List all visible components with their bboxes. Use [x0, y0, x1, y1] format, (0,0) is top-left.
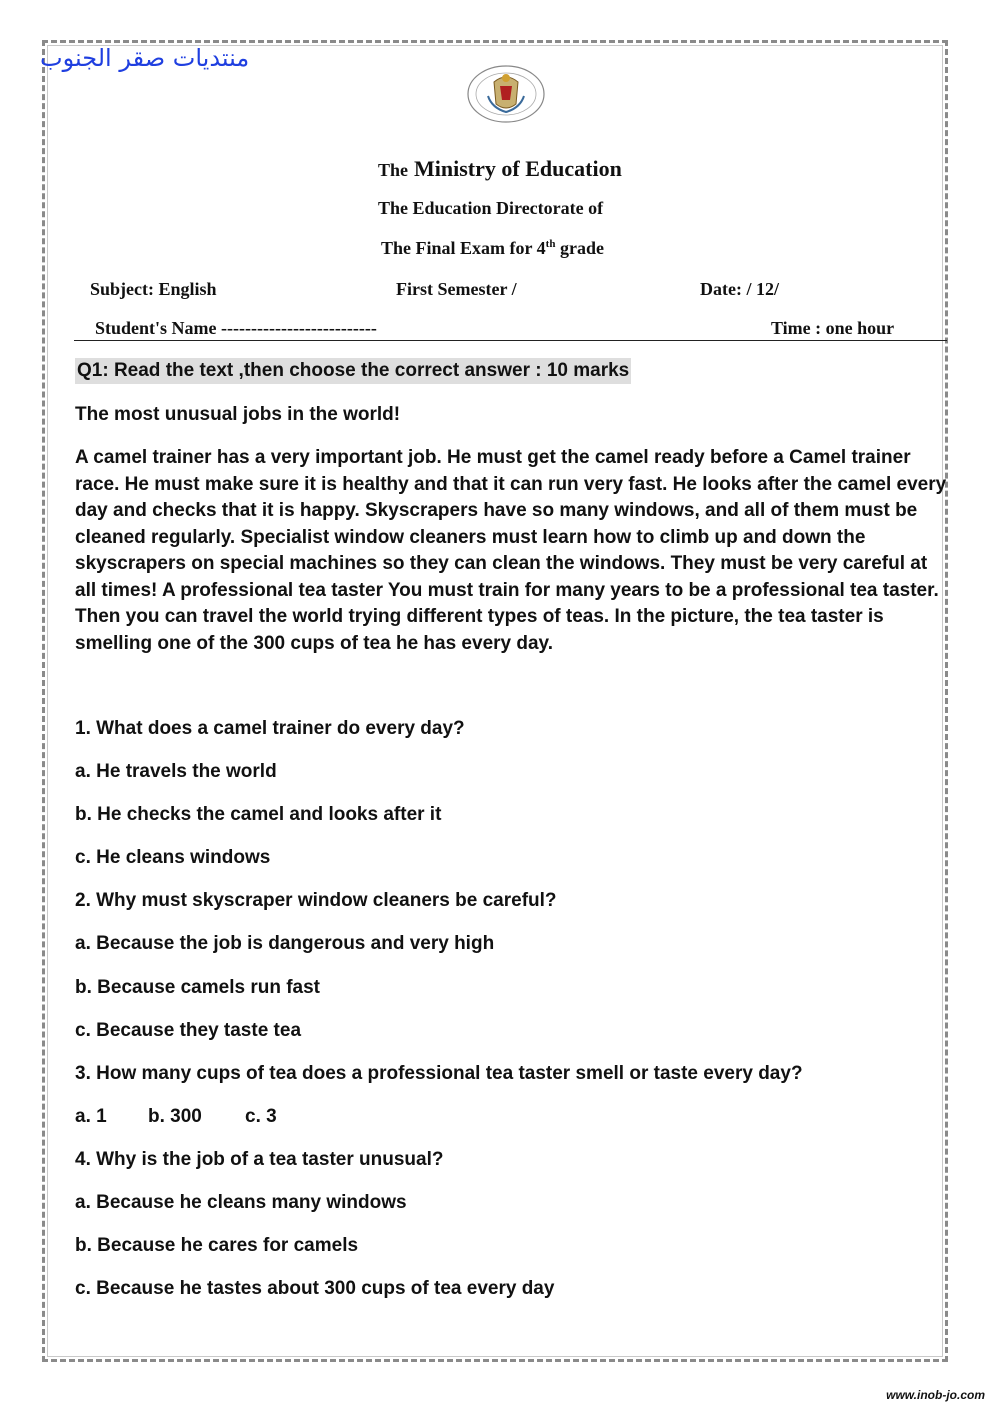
text-title: The most unusual jobs in the world! [75, 404, 401, 425]
question-2: 2. Why must skyscraper window cleaners be careful? [75, 890, 557, 911]
time-label: Time : one hour [771, 318, 895, 338]
question-2-option-c: c. Because they taste tea [75, 1020, 302, 1041]
header-ministry-title: Ministry of Education [414, 156, 622, 181]
question-1-option-a: a. He travels the world [75, 761, 277, 782]
semester-label: First Semester / [396, 279, 517, 299]
header-ministry-prefix: The [378, 160, 409, 180]
header-exam-grade: grade [555, 238, 604, 258]
header-ministry [378, 156, 622, 182]
question-4-option-c: c. Because he tastes about 300 cups of tea every day [75, 1278, 555, 1299]
reading-passage: A camel trainer has a very important job. He must get the camel ready before a Camel trainer race. He must make sure it is healthy and that it can run very fast. He looks after the camel every day and checks that it is happy. Skyscrapers have so many windows, and all of them must be cleaned regularly. Specialist window cleaners must learn how to climb up and down the skyscrapers on special machines so they can clean the windows. They must be very careful at all times! A professional tea taster You must train for many years to be a professional tea taster. Then you can travel the world trying different types of teas. In the picture, the tea taster is smelling one of the 300 cups of tea he has every day. [75, 447, 947, 654]
header-directorate: The Education Directorate of [378, 198, 604, 218]
question-4: 4. Why is the job of a tea taster unusual? [75, 1149, 444, 1170]
question-2-option-a: a. Because the job is dangerous and very high [75, 933, 495, 954]
question-4-option-a: a. Because he cleans many windows [75, 1192, 407, 1213]
date-label: Date: / 12/ [700, 279, 779, 299]
question-3-options [75, 1106, 277, 1128]
question-1-option-c: c. He cleans windows [75, 847, 271, 868]
question-3-option-c: c. 3 [245, 1106, 277, 1127]
forum-watermark: منتديات صقر الجنوب [40, 44, 250, 72]
question-2-option-b: b. Because camels run fast [75, 977, 320, 998]
footer-url: www.inob-jo.com [886, 1388, 985, 1402]
question-1-option-b: b. He checks the camel and looks after it [75, 804, 442, 825]
student-name-field: Student's Name -------------------------- [95, 318, 377, 338]
question-3-option-a: a. 1 [75, 1106, 107, 1127]
header-exam-text: The Final Exam for 4 [381, 238, 546, 258]
q1-heading: Q1: Read the text ,then choose the correct answer : 10 marks [75, 358, 631, 384]
header-exam-title [381, 238, 604, 259]
question-3: 3. How many cups of tea does a professional tea taster smell or taste every day? [75, 1063, 803, 1084]
header-exam-sup: th [545, 238, 556, 250]
question-4-option-b: b. Because he cares for camels [75, 1235, 359, 1256]
header-divider [74, 340, 947, 341]
question-3-option-b: b. 300 [148, 1106, 202, 1127]
ministry-crest-logo [464, 64, 548, 124]
question-1: 1. What does a camel trainer do every day? [75, 718, 465, 739]
subject-label: Subject: English [90, 279, 217, 299]
